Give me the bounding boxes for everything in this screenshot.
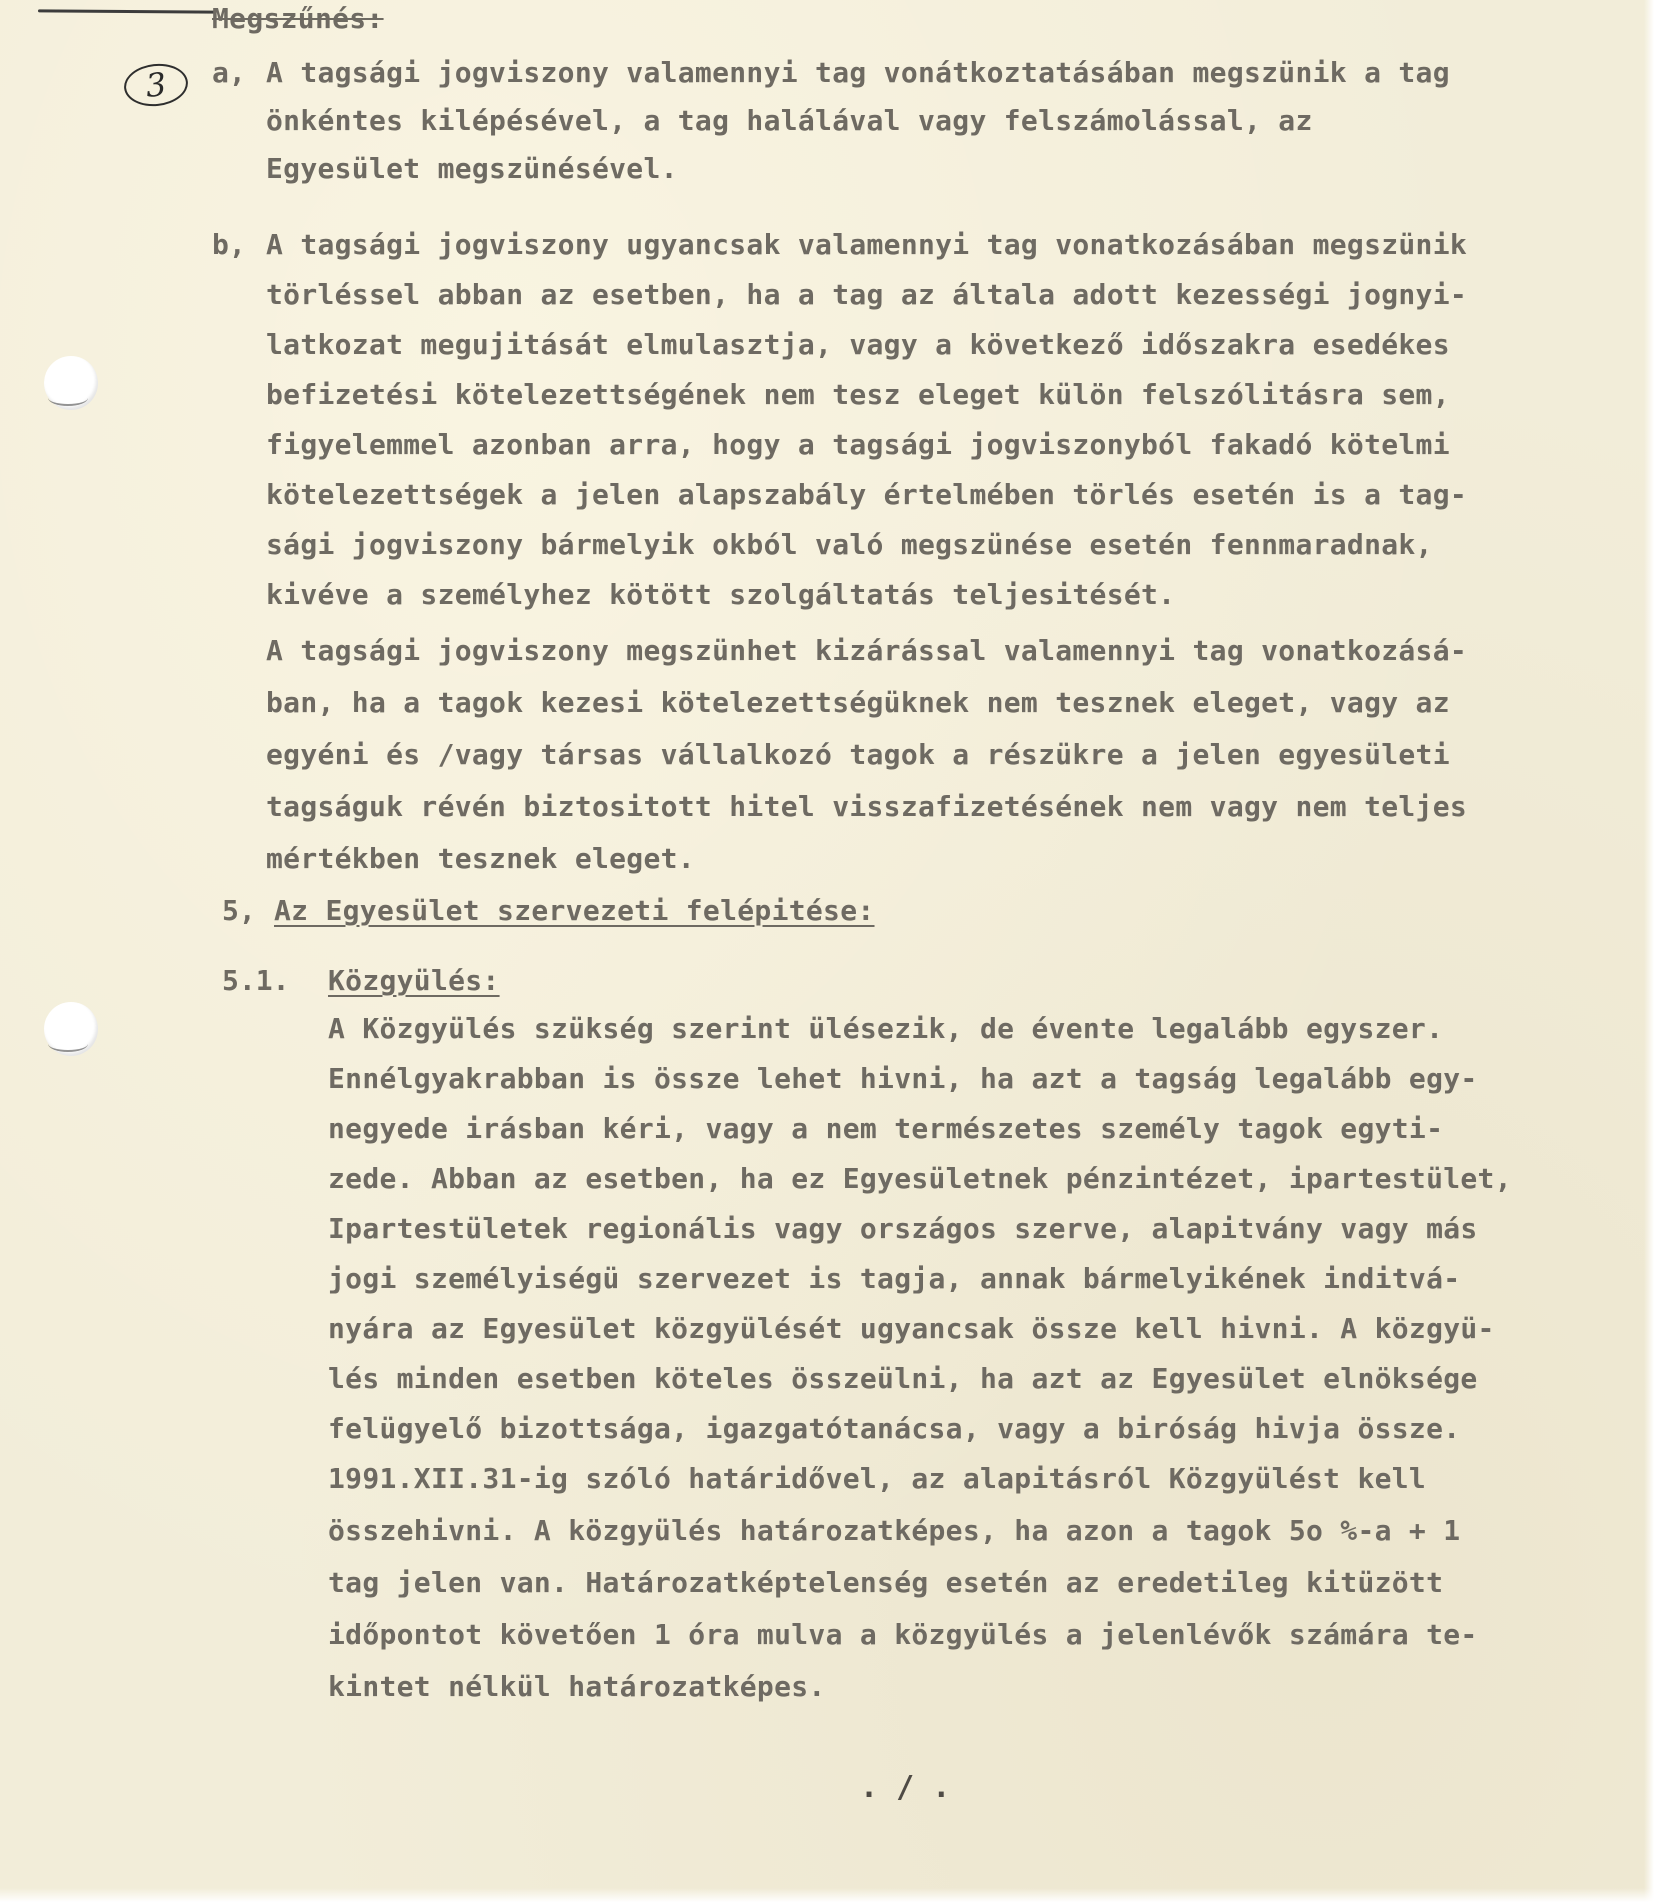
section-5-1-line: összehivni. A közgyülés határozatképes, ha azon a tagok 5o %-a + 1 <box>328 1514 1461 1547</box>
section-5-marker: 5, <box>222 894 256 927</box>
section-5-1-heading: Közgyülés: <box>328 964 500 997</box>
section-b-line: tagságuk révén biztositott hitel visszafizetésének nem vagy nem teljes <box>266 790 1468 823</box>
section-5-1-line: jogi személyiségü szervezet is tagja, annak bármelyikének inditvá- <box>328 1262 1461 1295</box>
section-b-line: latkozat megujitását elmulasztja, vagy a következő időszakra esedékes <box>266 328 1450 361</box>
section-5-1-line: Ipartestületek regionális vagy országos szerve, alapitvány vagy más <box>328 1212 1478 1245</box>
punch-hole <box>44 356 98 410</box>
section-b-line: befizetési kötelezettségének nem tesz eleget külön felszólitásra sem, <box>266 378 1450 411</box>
section-b-line: kötelezettségek a jelen alapszabály értelmében törlés esetén is a tag- <box>266 478 1468 511</box>
section-5-1-line: tag jelen van. Határozatképtelenség esetén az eredetileg kitüzött <box>328 1566 1444 1599</box>
section-5-1-marker: 5.1. <box>222 964 290 997</box>
section-5-1-line: Ennélgyakrabban is össze lehet hivni, ha azt a tagság legalább egy- <box>328 1062 1478 1095</box>
top-heading: Megszűnés: <box>212 2 384 35</box>
section-b-marker: b, <box>212 228 246 261</box>
section-a-line: Egyesület megszünésével. <box>266 152 678 185</box>
section-5-1-line: A Közgyülés szükség szerint ülésezik, de évente legalább egyszer. <box>328 1012 1444 1045</box>
section-5-1-line: nyára az Egyesület közgyülését ugyancsak össze kell hivni. A közgyü- <box>328 1312 1495 1345</box>
section-b-line: sági jogviszony bármelyik okból való megszünése esetén fennmaradnak, <box>266 528 1433 561</box>
section-a-line: A tagsági jogviszony valamennyi tag vonátkoztatásában megszünik a tag <box>266 56 1450 89</box>
pencil-stroke <box>38 9 216 13</box>
section-5-1-line: időpontot követően 1 óra mulva a közgyülés a jelenlévők számára te- <box>328 1618 1478 1651</box>
section-5-1-line: 1991.XII.31-ig szóló határidővel, az alapitásról Közgyülést kell <box>328 1462 1427 1495</box>
section-b-line: egyéni és /vagy társas vállalkozó tagok a részükre a jelen egyesületi <box>266 738 1450 771</box>
handwritten-circled-number: 3 <box>122 61 190 109</box>
section-b-line: A tagsági jogviszony megszünhet kizárással valamennyi tag vonatkozásá- <box>266 634 1468 667</box>
section-5-heading: Az Egyesület szervezeti felépitése: <box>274 894 875 927</box>
page-edge-right <box>1644 0 1654 1902</box>
section-b-line: ban, ha a tagok kezesi kötelezettségüknek nem tesznek eleget, vagy az <box>266 686 1450 719</box>
page-edge-bottom <box>0 1888 1654 1902</box>
section-b-line: mértékben tesznek eleget. <box>266 842 695 875</box>
section-5-1-line: zede. Abban az esetben, ha ez Egyesületnek pénzintézet, ipartestület, <box>328 1162 1512 1195</box>
punch-hole <box>44 1002 98 1056</box>
section-b-line: törléssel abban az esetben, ha a tag az általa adott kezességi jognyi- <box>266 278 1468 311</box>
page-continuation-mark: . / . <box>860 1770 951 1805</box>
section-5-1-line: lés minden esetben köteles összeülni, ha azt az Egyesület elnöksége <box>328 1362 1478 1395</box>
section-b-line: A tagsági jogviszony ugyancsak valamennyi tag vonatkozásában megszünik <box>266 228 1468 261</box>
section-5-1-line: kintet nélkül határozatképes. <box>328 1670 826 1703</box>
section-b-line: figyelemmel azonban arra, hogy a tagsági jogviszonyból fakadó kötelmi <box>266 428 1450 461</box>
section-5-1-line: negyede irásban kéri, vagy a nem természetes személy tagok egyti- <box>328 1112 1444 1145</box>
section-a-line: önkéntes kilépésével, a tag halálával vagy felszámolással, az <box>266 104 1313 137</box>
section-a-marker: a, <box>212 56 246 89</box>
section-5-1-line: felügyelő bizottsága, igazgatótanácsa, vagy a biróság hivja össze. <box>328 1412 1461 1445</box>
section-b-line: kivéve a személyhez kötött szolgáltatás teljesitését. <box>266 578 1176 611</box>
